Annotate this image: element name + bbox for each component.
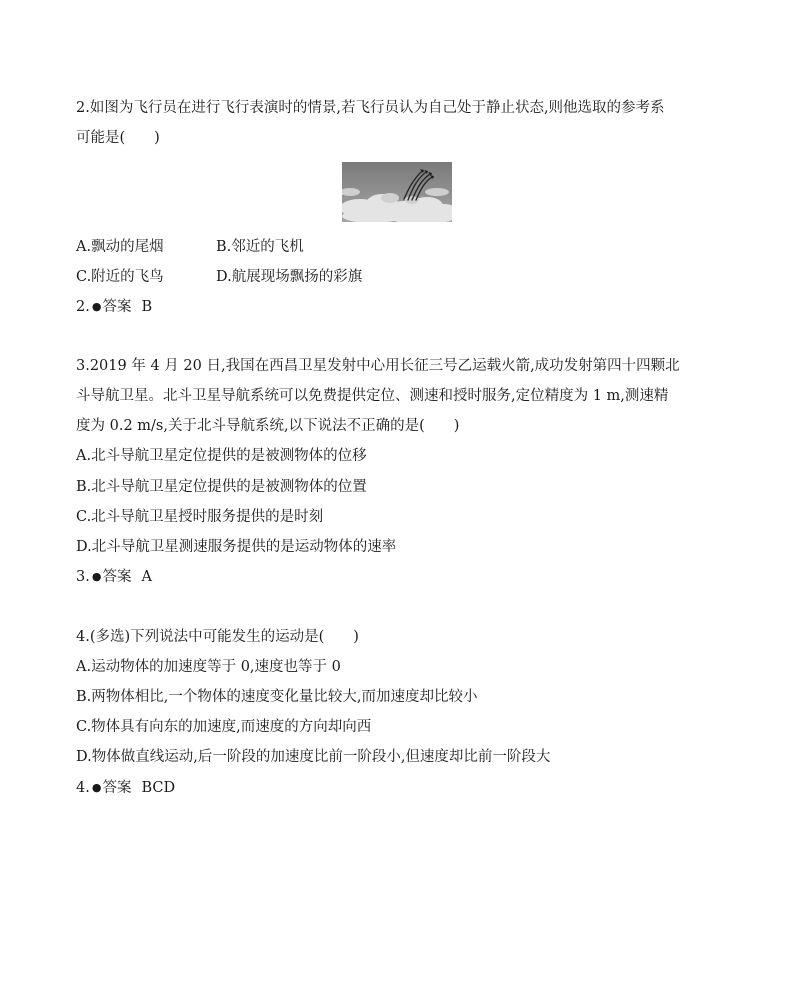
air-show-photo [342,162,452,222]
q4-answer-number: 4. [76,780,90,796]
q2-answer [76,297,152,317]
q4-option-b: B.两物体相比,一个物体的速度变化量比较大,而加速度却比较小 [76,689,478,705]
q2-option-c: C.附近的飞鸟 [76,269,164,285]
q3-answer-value: A [141,569,152,585]
q2-option-b: B.邻近的飞机 [216,239,304,255]
q3-option-c: C.北斗导航卫星授时服务提供的是时刻 [76,509,324,525]
answer-marker-icon: ● [91,570,102,583]
q4-answer-label: 答案 [102,780,132,796]
q2-answer-label: 答案 [102,299,132,315]
q3-stem-line1: 3.2019 年 4 月 20 日,我国在西昌卫星发射中心用长征三号乙运载火箭,成功发射第四十四颗北 [76,358,680,374]
q3-answer-number: 3. [76,569,90,585]
q2-stem-line2: 可能是( ) [76,130,160,146]
q4-answer-value: BCD [141,780,176,796]
q4-stem-line1: 4.(多选)下列说法中可能发生的运动是( ) [76,629,359,645]
q2-option-d: D.航展现场飘扬的彩旗 [216,269,363,285]
q3-answer-label: 答案 [102,569,132,585]
q2-answer-number: 2. [76,299,90,315]
q4-option-a: A.运动物体的加速度等于 0,速度也等于 0 [76,659,341,675]
q3-answer [76,567,152,587]
q3-option-b: B.北斗导航卫星定位提供的是被测物体的位置 [76,479,367,495]
answer-marker-icon: ● [91,781,102,794]
q2-option-a: A.飘动的尾烟 [76,239,164,255]
q4-option-c: C.物体具有向东的加速度,而速度的方向却向西 [76,719,372,735]
q2-stem-line1: 2.如图为飞行员在进行飞行表演时的情景,若飞行员认为自己处于静止状态,则他选取的参考系 [76,100,665,116]
q3-stem-line3: 度为 0.2 m/s,关于北斗导航系统,以下说法不正确的是( ) [76,418,460,434]
q4-option-d: D.物体做直线运动,后一阶段的加速度比前一阶段小,但速度却比前一阶段大 [76,749,551,765]
q2-answer-value: B [141,299,153,315]
q3-option-d: D.北斗导航卫星测速服务提供的是运动物体的速率 [76,539,397,555]
q3-stem-line2: 斗导航卫星。北斗卫星导航系统可以免费提供定位、测速和授时服务,定位精度为 1 m,测速精 [76,388,669,404]
answer-marker-icon: ● [91,300,102,313]
q4-answer [76,778,175,798]
q3-option-a: A.北斗导航卫星定位提供的是被测物体的位移 [76,448,367,464]
